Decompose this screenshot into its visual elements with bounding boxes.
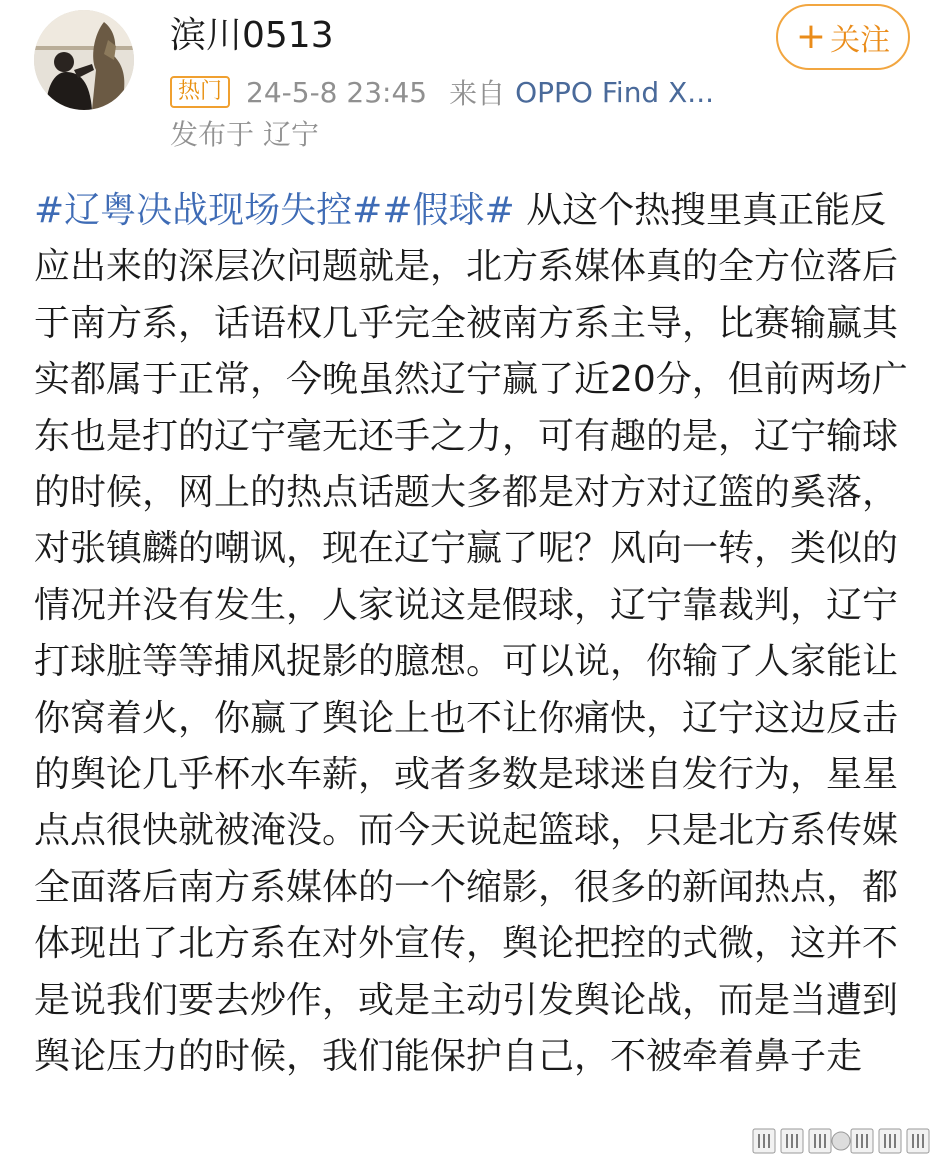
username[interactable]: 滨川0513 bbox=[170, 15, 334, 56]
follow-button[interactable] bbox=[776, 4, 910, 70]
post-content bbox=[34, 183, 914, 1086]
follow-label: 关注 bbox=[830, 23, 891, 58]
post-time: 24-5-8 23:45 bbox=[246, 75, 428, 109]
post-meta bbox=[170, 72, 714, 112]
post-header bbox=[0, 0, 945, 160]
hot-badge: 热门 bbox=[170, 76, 230, 108]
hashtag-link[interactable]: #辽粤决战现场失控##假球# bbox=[34, 190, 515, 231]
avatar[interactable] bbox=[34, 10, 134, 110]
post-text: 从这个热搜里真正能反应出来的深层次问题就是，北方系媒体真的全方位落后于南方系，话语权几乎完全被南方系主导，比赛输赢其实都属于正常，今晚虽然辽宁赢了近20分，但前两场广东也是打的辽宁毫无还手之力，可有趣的是，辽宁输球的时候，网上的热点话题大多都是对方对辽篮的奚落，对张镇麟的嘲讽，现在辽宁赢了呢？风向一转，类似的情况并没有发生，人家说这是假球，辽宁靠裁判，辽宁打球脏等等捕风捉影的臆想。可以说，你输了人家能让你窝着火，你赢了舆论上也不让你痛快，辽宁这边反击的舆论几乎杯水车薪，或者多数是球迷自发行为，星星点点很快就被淹没。而今天说起篮球，只是北方系传媒全面落后南方系媒体的一个缩影，很多的新闻热点，都体现出了北方系在对外宣传，舆论把控的式微，这并不是说我们要去炒作，或是主动引发舆论战，而是当遭到舆论压力的时候，我们能保护自己，不被牵着鼻子走 bbox=[34, 190, 908, 1078]
source-label: 来自 bbox=[449, 77, 506, 110]
watermark-logo bbox=[751, 1124, 931, 1158]
plus-icon: + bbox=[795, 16, 827, 57]
post-location: 发布于 辽宁 bbox=[170, 118, 319, 151]
avatar-photo bbox=[34, 10, 134, 110]
device-link[interactable]: OPPO Find X... bbox=[515, 75, 714, 109]
